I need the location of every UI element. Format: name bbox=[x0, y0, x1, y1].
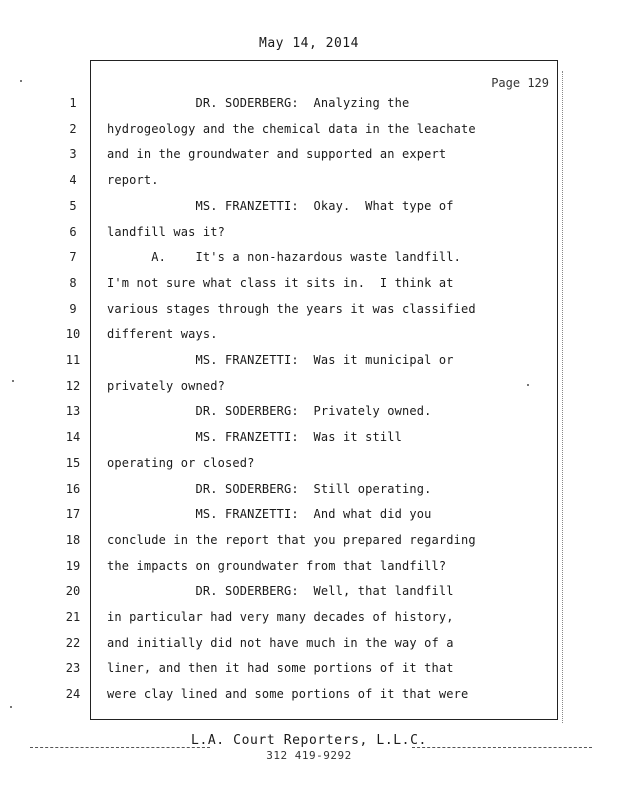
deposition-date: May 14, 2014 bbox=[259, 36, 359, 51]
line-number: 18 bbox=[65, 533, 81, 547]
transcript-line-text: landfill was it? bbox=[107, 225, 225, 239]
transcript-line-text: hydrogeology and the chemical data in the leachate bbox=[107, 122, 476, 136]
transcript-line-text: MS. FRANZETTI: And what did you bbox=[107, 507, 432, 521]
line-number: 11 bbox=[65, 353, 81, 367]
transcript-line-text: operating or closed? bbox=[107, 456, 255, 470]
line-number: 21 bbox=[65, 610, 81, 624]
line-number: 7 bbox=[69, 250, 77, 264]
transcript-line-text: I'm not sure what class it sits in. I think at bbox=[107, 276, 454, 290]
transcript-line-text: different ways. bbox=[107, 327, 218, 341]
transcript-line-text: in particular had very many decades of history, bbox=[107, 610, 454, 624]
line-number: 6 bbox=[69, 225, 77, 239]
transcript-line-text: liner, and then it had some portions of it that bbox=[107, 661, 454, 675]
line-number: 15 bbox=[65, 456, 81, 470]
line-number: 9 bbox=[69, 302, 77, 316]
transcript-line-text: and in the groundwater and supported an expert bbox=[107, 147, 447, 161]
scan-speck bbox=[527, 384, 529, 386]
court-reporter-phone: 312 419-9292 bbox=[266, 749, 352, 762]
line-number: 13 bbox=[65, 404, 81, 418]
transcript-line-text: MS. FRANZETTI: Was it municipal or bbox=[107, 353, 454, 367]
transcript-line-text: conclude in the report that you prepared regarding bbox=[107, 533, 476, 547]
transcript-line-text: DR. SODERBERG: Privately owned. bbox=[107, 404, 432, 418]
line-number: 12 bbox=[65, 379, 81, 393]
page-number: Page 129 bbox=[491, 76, 549, 90]
transcript-line-text: DR. SODERBERG: Analyzing the bbox=[107, 96, 410, 110]
line-number: 24 bbox=[65, 687, 81, 701]
line-number: 17 bbox=[65, 507, 81, 521]
transcript-line-text: A. It's a non-hazardous waste landfill. bbox=[107, 250, 461, 264]
line-number: 23 bbox=[65, 661, 81, 675]
scan-speck bbox=[20, 80, 22, 82]
line-number: 14 bbox=[65, 430, 81, 444]
transcript-line-text: and initially did not have much in the way of a bbox=[107, 636, 454, 650]
line-number: 5 bbox=[69, 199, 77, 213]
line-number: 3 bbox=[69, 147, 77, 161]
line-number: 10 bbox=[65, 327, 81, 341]
line-number: 22 bbox=[65, 636, 81, 650]
line-number: 4 bbox=[69, 173, 77, 187]
transcript-line-text: DR. SODERBERG: Still operating. bbox=[107, 482, 432, 496]
line-number: 16 bbox=[65, 482, 81, 496]
transcript-line-text: various stages through the years it was classified bbox=[107, 302, 476, 316]
transcript-line-text: privately owned? bbox=[107, 379, 225, 393]
line-number: 8 bbox=[69, 276, 77, 290]
court-reporter-name: L.A. Court Reporters, L.L.C. bbox=[191, 733, 427, 748]
line-number: 20 bbox=[65, 584, 81, 598]
transcript-line-text: MS. FRANZETTI: Okay. What type of bbox=[107, 199, 454, 213]
transcript-line-text: DR. SODERBERG: Well, that landfill bbox=[107, 584, 454, 598]
line-number: 1 bbox=[69, 96, 77, 110]
line-number: 19 bbox=[65, 559, 81, 573]
line-number: 2 bbox=[69, 122, 77, 136]
transcript-line-text: were clay lined and some portions of it that were bbox=[107, 687, 469, 701]
transcript-line-text: the impacts on groundwater from that landfill? bbox=[107, 559, 447, 573]
scan-speck bbox=[10, 706, 12, 708]
transcript-line-text: MS. FRANZETTI: Was it still bbox=[107, 430, 402, 444]
transcript-line-text: report. bbox=[107, 173, 159, 187]
scan-speck bbox=[12, 380, 14, 382]
